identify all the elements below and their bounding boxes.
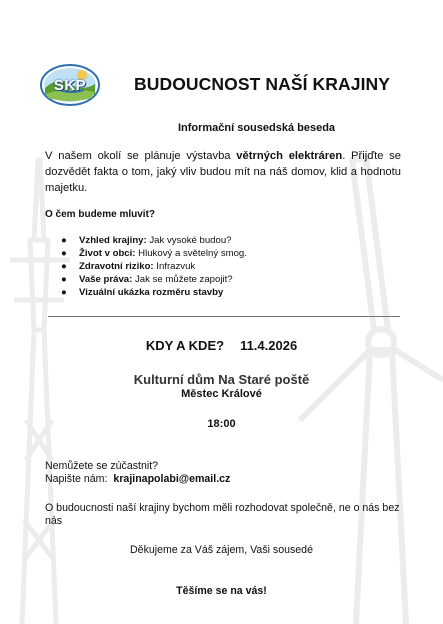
topic-label: Vaše práva:	[79, 274, 133, 285]
topic-label: Zdravotní riziko:	[79, 261, 154, 272]
contact-write-label: Napište nám:	[45, 473, 108, 485]
event-venue: Kulturní dům Na Staré poště	[133, 372, 310, 387]
list-item	[45, 260, 247, 273]
section-divider	[48, 316, 400, 317]
bullet-icon: ●	[61, 287, 67, 298]
logo-text: SKP	[53, 77, 87, 94]
event-date: 11.4.2026	[240, 338, 298, 353]
bullet-icon: ●	[61, 235, 67, 246]
skp-logo	[40, 64, 100, 106]
intro-text-end: . Přijďte se dozvědět fakta o tom, jaký vliv budou mít na náš domov, klid a hodnotu majetku.	[45, 150, 401, 194]
page-subtitle: Informační sousedská beseda	[177, 122, 336, 134]
event-when	[0, 338, 443, 353]
topic-label: Vizuální ukázka rozměru stavby	[79, 287, 224, 298]
page-title: BUDOUCNOST NAŠÍ KRAJINY	[134, 74, 391, 94]
intro-text-start: V našem okolí se plánuje výstavba	[45, 150, 237, 162]
bullet-icon: ●	[61, 261, 67, 272]
together-paragraph: O budoucnosti naší krajiny bychom měli rozhodovat společně, ne o nás bez nás	[45, 502, 400, 527]
thanks-line: Děkujeme za Váš zájem, Vaši sousedé	[130, 544, 313, 556]
topic-label: Vzhled krajiny:	[79, 235, 147, 246]
contact-email: krajinapolabi@email.cz	[113, 473, 231, 485]
topic-text: Infrazvuk	[153, 261, 196, 272]
topic-text: Jak se můžete zapojit?	[132, 274, 233, 285]
list-item	[45, 234, 247, 247]
when-label: KDY A KDE?	[145, 338, 225, 353]
list-item	[45, 286, 247, 299]
list-item	[45, 273, 247, 286]
topic-text: Jak vysoké budou?	[146, 235, 232, 246]
topic-label: Život v obci:	[79, 248, 136, 259]
intro-highlight: větrných elektráren	[236, 150, 343, 162]
bullet-icon: ●	[61, 248, 67, 259]
topics-list	[45, 234, 247, 299]
list-item	[45, 247, 247, 260]
contact-question: Nemůžete se zúčastnit?	[45, 460, 159, 472]
closing-line: Těšíme se na vás!	[176, 585, 267, 597]
topic-text: Hlukový a světelný smog.	[135, 248, 247, 259]
contact-line	[45, 473, 230, 486]
event-city: Městec Králové	[181, 388, 262, 400]
intro-paragraph	[45, 148, 401, 196]
event-time: 18:00	[207, 418, 236, 430]
topics-heading: O čem budeme mluvit?	[45, 209, 156, 220]
contact-block	[45, 460, 230, 486]
bullet-icon: ●	[61, 274, 67, 285]
